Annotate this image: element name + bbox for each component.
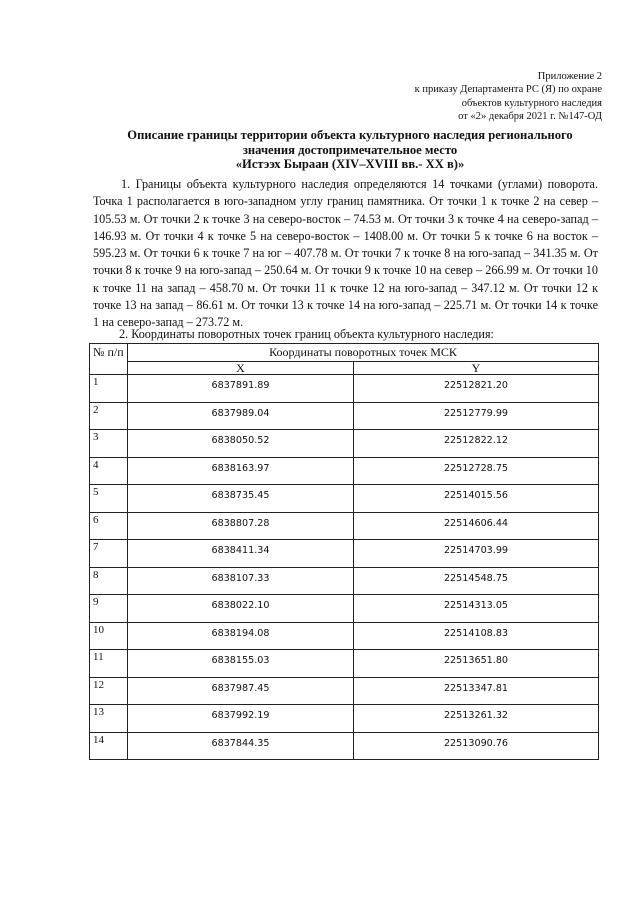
- appendix-line-3: объектов культурного наследия: [461, 97, 602, 109]
- y-coordinate-cell: 22514313.05: [354, 595, 599, 623]
- table-row: [90, 732, 599, 760]
- point-number-cell: 3: [90, 430, 128, 458]
- x-coordinate-cell: 6838155.03: [128, 650, 354, 678]
- header-x: X: [128, 362, 354, 375]
- appendix-line-2: к приказу Департамента РС (Я) по охране: [414, 84, 602, 96]
- x-coordinate-cell: 6838050.52: [128, 430, 354, 458]
- y-coordinate-cell: 22513651.80: [354, 650, 599, 678]
- point-number-cell: 2: [90, 402, 128, 430]
- y-coordinate-cell: 22514548.75: [354, 567, 599, 595]
- title-line-3: «Истээх Быраан (XIV–XVIII вв.- XX в)»: [235, 157, 465, 171]
- title-line-2: значения достопримечательное место: [242, 142, 458, 157]
- y-coordinate-cell: 22512728.75: [354, 457, 599, 485]
- point-number-cell: 1: [90, 375, 128, 403]
- x-coordinate-cell: 6838735.45: [128, 485, 354, 513]
- appendix-line-1: Приложение 2: [537, 71, 602, 82]
- point-number-cell: 6: [90, 512, 128, 540]
- table-row: [90, 540, 599, 568]
- y-coordinate-cell: 22514108.83: [354, 622, 599, 650]
- y-coordinate-cell: 22512822.12: [354, 430, 599, 458]
- x-coordinate-cell: 6838163.97: [128, 457, 354, 485]
- point-number-cell: 14: [90, 732, 128, 760]
- y-coordinate-cell: 22514703.99: [354, 540, 599, 568]
- appendix-line-4: от «2» декабря 2021 г. №147-ОД: [458, 111, 602, 123]
- y-coordinate-cell: 22513261.32: [354, 705, 599, 733]
- appendix-header: [342, 70, 602, 124]
- table-row: [90, 705, 599, 733]
- point-number-cell: 7: [90, 540, 128, 568]
- x-coordinate-cell: 6838194.08: [128, 622, 354, 650]
- table-row: [90, 650, 599, 678]
- table-row: [90, 567, 599, 595]
- table-row: [90, 595, 599, 623]
- boundary-description-paragraph: 1. Границы объекта культурного наследия определяются 14 точками (углами) поворота. Точка 1 располагается в юго-западном углу границ памятника. От точки 1 к точке 2 на север – 105.53 м. От точки 2 к точке 3 на северо-восток – 74.53 м. От точки 3 к точке 4 на северо-запад – 146.93 м. От точки 4 к точке 5 на северо-восток – 1408.00 м. От точки 5 к точке 6 на восток – 595.23 м. От точки 6 к точке 7 на юг – 407.78 м. От точки 7 к точке 8 на юго-запад – 341.35 м. От точки 8 к точке 9 на юго-запад – 250.64 м. От точки 9 к точке 10 на север – 266.99 м. От точки 10 к точке 11 на запад – 458.70 м. От точки 11 к точке 12 на юго-запад – 347.12 м. От точки 12 к точке 13 на запад – 86.61 м. От точки 13 к точке 14 на юго-запад – 225.71 м. От точки 14 к точке 1 на северо-запад – 273.72 м.: [93, 177, 598, 330]
- point-number-cell: 4: [90, 457, 128, 485]
- point-number-cell: 8: [90, 567, 128, 595]
- coordinates-intro-paragraph: 2. Координаты поворотных точек границ объекта культурного наследия:: [119, 327, 494, 341]
- x-coordinate-cell: 6837891.89: [128, 375, 354, 403]
- table-subheader-row: [90, 362, 599, 375]
- y-coordinate-cell: 22513347.81: [354, 677, 599, 705]
- document-title: [60, 128, 640, 172]
- title-line-1: Описание границы территории объекта культурного наследия регионального: [127, 128, 573, 142]
- point-number-cell: 11: [90, 650, 128, 678]
- coordinates-table: [89, 343, 599, 760]
- table-row: [90, 485, 599, 513]
- y-coordinate-cell: 22514606.44: [354, 512, 599, 540]
- point-number-cell: 5: [90, 485, 128, 513]
- x-coordinate-cell: 6837844.35: [128, 732, 354, 760]
- header-number: № п/п: [90, 344, 128, 375]
- table-row: [90, 622, 599, 650]
- table-row: [90, 430, 599, 458]
- point-number-cell: 12: [90, 677, 128, 705]
- table-row: [90, 512, 599, 540]
- x-coordinate-cell: 6837992.19: [128, 705, 354, 733]
- x-coordinate-cell: 6837989.04: [128, 402, 354, 430]
- point-number-cell: 9: [90, 595, 128, 623]
- x-coordinate-cell: 6838022.10: [128, 595, 354, 623]
- table-header-row: [90, 344, 599, 362]
- x-coordinate-cell: 6837987.45: [128, 677, 354, 705]
- table-body: [90, 375, 599, 760]
- header-y: Y: [354, 362, 599, 375]
- x-coordinate-cell: 6838807.28: [128, 512, 354, 540]
- y-coordinate-cell: 22512821.20: [354, 375, 599, 403]
- y-coordinate-cell: 22513090.76: [354, 732, 599, 760]
- table-row: [90, 677, 599, 705]
- y-coordinate-cell: 22514015.56: [354, 485, 599, 513]
- point-number-cell: 13: [90, 705, 128, 733]
- header-coordinates: Координаты поворотных точек МСК: [128, 344, 599, 362]
- table-row: [90, 457, 599, 485]
- table-row: [90, 375, 599, 403]
- table-row: [90, 402, 599, 430]
- x-coordinate-cell: 6838411.34: [128, 540, 354, 568]
- point-number-cell: 10: [90, 622, 128, 650]
- y-coordinate-cell: 22512779.99: [354, 402, 599, 430]
- x-coordinate-cell: 6838107.33: [128, 567, 354, 595]
